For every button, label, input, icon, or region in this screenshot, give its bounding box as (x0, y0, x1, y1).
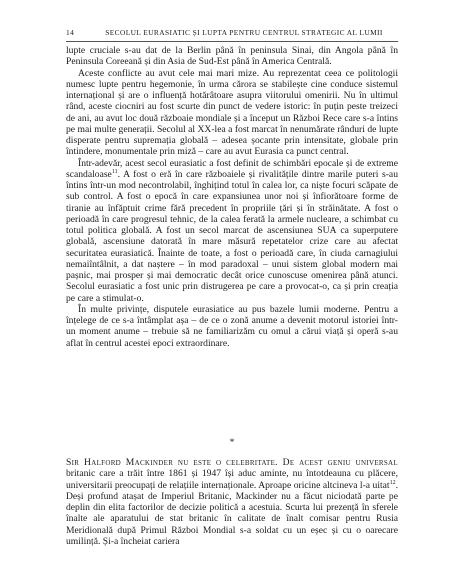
paragraph-1: lupte cruciale s-au dat de la Berlin până în peninsula Sinai, din Angola până în Peninsula Coreeană și din Asia de Sud-Est până în America Centrală. (66, 45, 398, 68)
paragraph-3-text-before: Într-adevăr, acest secol eurasiatic a fost definit de schimbări epocale și de extreme scandaloase (66, 157, 398, 180)
footnote-ref-11[interactable]: 11 (111, 168, 118, 175)
paragraph-3-text-after: . A fost o eră în care războaiele și rivalitățile dintre marile puteri s-au întins într-un mod necontrolabil, înghițind totul în calea lor, ca niște focuri scăpate de sub control. A fost o epocă în care expansiunea unor noi și înfiorătoare forme de tiranie au înfăptuit crime fără precedent în propriile țări și în străinătate. A fost o perioadă în care progresul tehnic, de la calea ferată la armele nucleare, a schimbat cu totul politica globală. A fost un secol marcat de ascensiunea SUA ca superputere globală, ascensiune datorată în mare măsură repetatelor crize care au afectat securitatea eurasiatică. Înainte de toate, a fost o perioadă care, în ciuda carnagiului nemaiîntâlnit, a dat naștere – în mod paradoxal – unui sistem global modern mai pașnic, mai prosper și mai democratic decât orice cunoscuse omenirea până atunci. Secolul eurasiatic a fost unic prin distrugerea pe care a provocat-o, ca și prin creația pe care a stimulat-o. (66, 168, 398, 304)
section-lead-in: Sir Halford Mackinder nu este o celebritate. De acest geniu universal (66, 457, 398, 468)
section-paragraph (66, 457, 398, 547)
paragraph-2: Aceste conflicte au avut cele mai mari mize. Au reprezentat ceea ce politologii numesc lupte pentru hegemonie, în urma cărora se stabilește cine conduce sistemul internațional și are o influență hotărâtoare asupra viitorului omenirii. Nu în ultimul rând, aceste ciocniri au fost scurte din punct de vedere istoric: în puțin peste treizeci de ani, au avut loc două războaie mondiale și a început un Război Rece care s-a întins pe mai multe generații. Secolul al XX-lea a fost marcat în nenumărate rânduri de lupte disperate pentru supremația globală – adesea șocante prin intensitate, globale prin întindere, monumentale prin miză – care au avut Eurasia ca punct central. (66, 67, 398, 158)
section-separator: * (229, 437, 235, 448)
body-text (66, 45, 398, 349)
section-text (66, 457, 398, 547)
section-text-after: . Deși profund atașat de Imperiul Britanic, Mackinder nu a făcut niciodată parte pe deplin din elita factorilor de decizie politică a acestuia. Scurta lui prezență în sferele înalte ale aparatului de stat britanic în calitate de înalt comisar pentru Rusia Meridională după Primul Război Mondial s-a soldat cu un eșec și cu o oarecare umilință. Și-a încheiat cariera (66, 479, 398, 547)
running-title: SECOLUL EURASIATIC ȘI LUPTA PENTRU CENTRUL STRATEGIC AL LUMII (105, 28, 383, 37)
page-number: 14 (66, 28, 75, 37)
section-text-before: britanic care a trăit între 1861 și 1947 își aduc aminte, nu întotdeauna cu plăcere, universitarii preocupați de relațiile internaționale. Aproape oricine altcineva l-a uitat (66, 468, 398, 491)
footnote-ref-12[interactable]: 12 (389, 479, 396, 486)
paragraph-4: În multe privințe, disputele eurasiatice au pus bazele lumii moderne. Pentru a înțelege de ce s-a întâmplat așa – de ce o zonă anume a devenit motorul istoriei într-un moment anume – trebuie să ne familiarizăm cu omul a cărui viață și operă s-au aflat în centrul acestei epoci extraordinare. (66, 303, 398, 349)
paragraph-3 (66, 158, 398, 304)
running-header (66, 28, 398, 42)
